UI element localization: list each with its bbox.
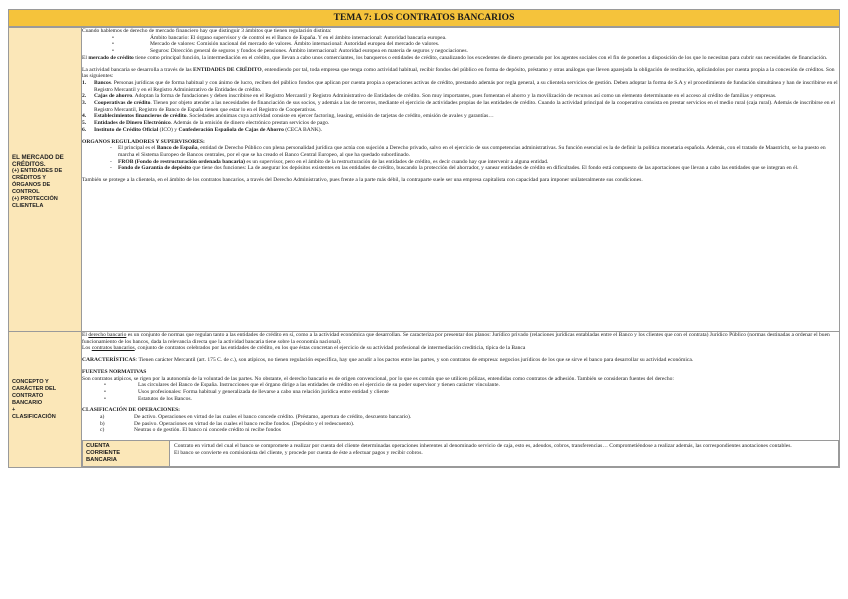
organos-list xyxy=(82,145,839,172)
list-item: 1. Bancos. Personas jurídicas que de forma habitual y con ánimo de lucro, reciben del público fondos que aplican por cuenta propia a operaciones activas de crédito, prestando además por regla general, a su clientela servicios de gestión. Deben adoptar la forma de S.A y el procedimiento de fundación simultánea y han de inscribirse en el Registro Mercantil y en el Registro Administrativo de Entidades de crédito. xyxy=(82,79,838,93)
section-content-contrato xyxy=(82,332,840,468)
list-item: 5. Entidades de Dinero Electrónico. Además de la emisión de dinero electrónico prestan servicios de pago. xyxy=(82,120,330,127)
list-item: 6. Instituto de Crédito Oficial (ICO) y Confederación Española de Cajas de Ahorro (CECA BANK). xyxy=(82,126,322,133)
actividad-paragraph: La actividad bancaria se desarrolla a través de las ENTIDADES DE CRÉDITO, entendiendo por tal, toda empresa que tenga como actividad habitual, recibir fondos del público en forma de depósito, préstamo y otras análogas que lleven aparejada la obligación de restitución, aplicándolos por cuenta propia a la concesión de créditos. Son las siguientes: xyxy=(82,66,835,80)
label-line: CONTRATO xyxy=(12,392,44,399)
list-item: b) De pasivo. Operaciones en virtud de las cuales el banco recibe fondos. (Depósito y el redescuento). xyxy=(100,420,355,427)
label-line: CONTROL xyxy=(12,188,40,195)
label-line: + xyxy=(12,406,16,413)
list-item: 3. Cooperativas de crédito. Tienen por objeto atender a las necesidades de financiación de sus socios, y además a las de terceros, mediante el ejercicio de actividades propias de las entidades de crédito. Cuando la actividad principal de la cooperativa consista en prestar servicios en el medio rural (caja rural). Además de inscribirse en el Registro Mercantil, Registro de Banco de España tienen que estar lo en el Registro de Cooperativas. xyxy=(82,100,835,113)
contratos-paragraph: Los contratos bancarios, conjunto de contratos celebrados por las entidades de crédito, en los que éstas concretan el ejercicio de su actividad profesional de intermediación crediticia, típica de la Banca xyxy=(82,345,526,352)
mercado-paragraph: El mercado de crédito tiene como principal función, la intermediación en el crédito, que llevan a cabo unos comerciantes, los banqueros o entidades de crédito, canalizando los excedentes de dinero generado por los agentes sociales con el fin de ponerlos a disposición de los que lo necesitan para cubrir sus necesidades de financiación. xyxy=(82,54,828,61)
label-line: ÓRGANOS DE xyxy=(12,181,51,188)
list-item: - FROB (Fondo de restructuración ordenada bancaria) es un supervisor, pero en el ámbito de la restructuración de las entidades de crédito, es decir cuando hay que intervenir a alguna entidad. xyxy=(82,159,839,166)
label-line: CRÉDITOS Y xyxy=(12,174,46,181)
list-item: • Las circulares del Banco de España. Instrucciones que el órgano dirige a las entidades de crédito en el ejercicio de su poder supervisor y tienen carácter vinculante. xyxy=(82,382,839,389)
label-line: CARÁCTER DEL xyxy=(12,385,57,392)
content-table xyxy=(8,27,840,468)
cuenta-corriente-table xyxy=(82,440,839,467)
section-contrato-bancario xyxy=(9,332,840,468)
fuentes-heading: FUENTES NORMATIVAS xyxy=(82,368,147,375)
fuentes-paragraph: Son contratos atípicos, se rigen por la autonomía de la voluntad de las partes. No obstante, el derecho bancario es de origen convencional, por lo que es común que se utilicen pólizas, entendidas como contratos de adhesión. También se consideran fuentes del derecho: xyxy=(82,375,674,382)
fuentes-list xyxy=(82,382,839,402)
page xyxy=(8,9,840,468)
page-title: TEMA 7: LOS CONTRATOS BANCARIOS xyxy=(8,9,840,27)
list-item: • Mercado de valores: Comisión nacional del mercado de valores. Ámbito internacional: Autoridad europea del mercado de valores. xyxy=(82,41,839,48)
list-item: • Usos profesionales: Forma habitual y generalizada de llevarse a cabo una relación jurídica entre entidad y cliente xyxy=(82,389,839,396)
section-content-mercado xyxy=(82,28,840,332)
entidades-list xyxy=(82,80,839,134)
ambitos-list xyxy=(82,35,839,55)
intro-text: Cuando hablemos de derecho de mercado financiero hay que distinguir 3 ámbitos que tienen regulación distinta: xyxy=(82,28,332,34)
list-item: c) Neutras o de gestión. El banco ni concede crédito ni recibe fondos xyxy=(100,427,281,434)
list-item: 2. Cajas de ahorro. Adoptan la forma de fundaciones y deben inscribirse en el Registro Mercantil y Registro Administrativo de Entidades de crédito. Son muy importantes, pues fomentan el ahorro y la movilización de recursos así como un elemento determinante en el acceso al crédito de familias y empresas. xyxy=(82,93,777,100)
cuenta-corriente-label: CUENTA CORRIENTE BANCARIA xyxy=(83,441,170,467)
cuenta-corriente-text: Contrato en virtud del cual el banco se compromete a realizar por cuenta del cliente determinadas operaciones inherentes al denominado servicio de caja, esto es, adeudos, cobros, transferencias… Comprometiéndose a realizar además, las correspondientes anotaciones contables. El banco se convierte en comisionista del cliente, y procede por cuenta de éste a efectuar pagos y recibir cobros. xyxy=(170,441,839,467)
organos-heading: ORGANOS REGULADORES Y SUPERVISORES: xyxy=(82,138,205,145)
list-item: • Ámbito bancario: El órgano supervisor y de control es el Banco de España. Y en el ámbito internacional: Autoridad bancaria europea. xyxy=(82,35,839,42)
proteccion-paragraph: También se protege a la clientela, en el ámbito de los contratos bancarios, a través del Derecho Administrativo, pues frente a la parte más débil, la contraparte suele ser una empresa capitalista con capacidad para imponer unilateralmente sus condiciones. xyxy=(82,177,643,184)
list-item: • Seguros: Dirección general de seguros y fondos de pensiones. Ámbito internacional: Autoridad europea en materia de seguros y negociaciones. xyxy=(82,48,839,55)
list-item: a) De activo. Operaciones en virtud de las cuales el banco concede crédito. (Préstamo, apertura de crédito, descuento bancario). xyxy=(100,414,412,421)
clasificacion-heading: CLASIFICACIÓN DE OPERACIONES: xyxy=(82,407,181,414)
clasificacion-list xyxy=(82,414,839,434)
list-item: - El principal es el Banco de España, entidad de Derecho Público con plena personalidad jurídica que actúa con sujeción a Derecho privado, salvo en el ejercicio de sus competencias administrativas. Su función esencial es la de definir la política monetaria española. Además, con el tratado de Maastricht, se ha puesto en marcha el Sistema Europeo de Bancos centrales, por el que se ha creado el Banco Central Europeo, al que ha quedado subordinado. xyxy=(82,145,839,158)
caracteristicas-paragraph: CARACTERÍSTICAS: Tienen carácter Mercantil (art. 175 C. de c.), son atípicos, no tienen regulación específica, hay que acudir a los pactos entre las partes, y son contratos de empresa: negocios jurídicos de los que se sirve el banco para desarrollar su actividad económica. xyxy=(82,357,694,364)
label-line: (+) PROTECCIÓN xyxy=(12,195,58,202)
section-label-contrato xyxy=(9,332,82,468)
list-item: - Fondo de Garantía de depósito que tiene dos funciones: La de asegurar los depósitos existentes en las entidades de crédito, buscando la protección del ahorrador, y sanear entidades de crédito en dificultades. El fondo está compuesto de las aportaciones que llevan a cabo las entidades que se integran en él. xyxy=(82,165,839,172)
section-label-mercado xyxy=(9,28,82,332)
derecho-paragraph: El derecho bancario es un conjunto de normas que regulan tanto a las entidades de crédito en sí, como a la actividad económica que desarrollan. Se caracteriza por presentar dos planos: Jurídico privado (relaciones jurídicas entabladas entre el Banco y los clientes que con el contrata) Jurídico Público (normas destinadas a ordenar el buen funcionamiento de los bancos, dada la relevancia directa que la actividad bancaria tiene sobre la economía nacional). xyxy=(82,332,830,345)
label-line: (+) ENTIDADES DE xyxy=(12,167,63,174)
label-line: CLIENTELA xyxy=(12,202,44,209)
label-line: EL MERCADO DE CRÉDITOS. xyxy=(12,153,64,168)
label-line: CLASIFICACIÓN xyxy=(12,413,56,420)
list-item: • Estatutos de los Bancos. xyxy=(82,396,839,403)
list-item: 4. Establecimientos financieros de crédito. Sociedades anónimas cuya actividad consiste en ejercer factoring, leasing, emisión de tarjetas de crédito, emisión de avales y garantías… xyxy=(82,113,494,120)
label-line: CONCEPTO Y xyxy=(12,378,49,385)
section-mercado-credito xyxy=(9,28,840,332)
label-line: BANCARIO xyxy=(12,399,43,406)
